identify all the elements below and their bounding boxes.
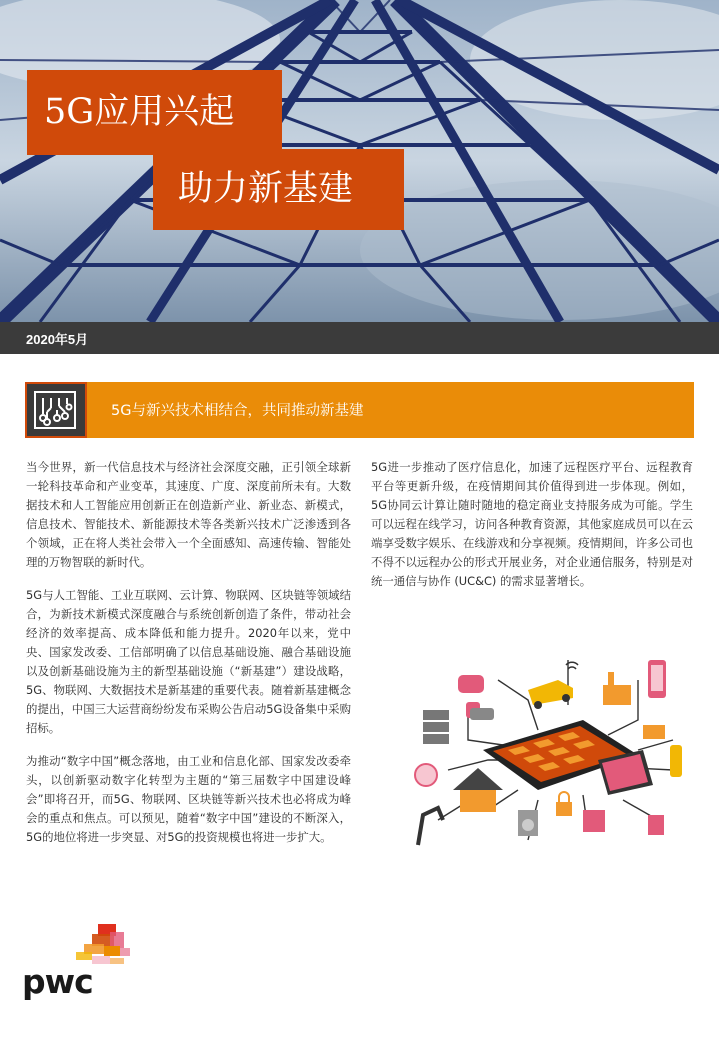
circuit-chip-icon (25, 382, 87, 438)
paragraph: 为推动“数字中国”概念落地，由工业和信息化部、国家发改委牵头，以创新驱动数字化转型为主题的“第三届数字中国建设峰会”即将召开，而5G、物联网、区块链等新兴技术也必将成为峰会的重点和焦点。可以预见，随着“数字中国”建设的不断深入，5G的地位将进一步突显、对5G的投资规模也将进一步扩大。 (26, 754, 351, 844)
date-bar (0, 322, 719, 354)
right-column (371, 458, 693, 605)
title-line-1: 5G应用兴起 (27, 70, 282, 155)
iot-illustration (408, 650, 693, 854)
paragraph: 当今世界，新一代信息技术与经济社会深度交融，正引领全球新一轮科技革命和产业变革，其速度、广度、深度前所未有。大数据技术和人工智能应用创新正在创造新产业、新业态、新模式，信息技术、智能技术、新能源技术等各类新兴技术广泛渗透到各个领域，正在将人类社会带入一个全面感知、高速传输、智能处理的万物智联的新时代。 (26, 460, 351, 569)
section-header (25, 382, 694, 438)
publish-date: 2020年5月 (26, 332, 89, 347)
paragraph: 5G与人工智能、工业互联网、云计算、物联网、区块链等领域结合，为新技术新模式深度融合与系统创新创造了条件，带动社会经济的效率提高、成本降低和能力提升。2020年以来，党中央、国家发改委、工信部明确了以信息基础设施、融合基础设施以及创新基础设施为主的新型基础设施（“新基建”）建设战略，5G、物联网、大数据技术是新基建的重要代表。随着新基建概念的提出，中国三大运营商纷纷发布采购公告启动5G设备集中采购招标。 (26, 588, 351, 735)
paragraph: 5G进一步推动了医疗信息化，加速了远程医疗平台、远程教育平台等更新升级，在疫情期间其价值得到进一步体现。例如，5G协同云计算让随时随地的稳定商业支持服务成为可能。学生可以远程在线学习，访问各种教育资源，其他家庭成员可以在云端享受数字娱乐、在线游戏和分享视频。疫情期间，许多公司也不得不以远程办公的形式开展业务，对企业通信服务，特别是对统一通信与协作 (UC&C) 的需求显著增长。 (371, 460, 693, 588)
pwc-wordmark: pwc (22, 962, 93, 1001)
hero-banner (0, 0, 719, 322)
section-title: 5G与新兴技术相结合，共同推动新基建 (111, 403, 364, 419)
left-column (26, 458, 351, 861)
title-line-2: 助力新基建 (153, 149, 404, 230)
